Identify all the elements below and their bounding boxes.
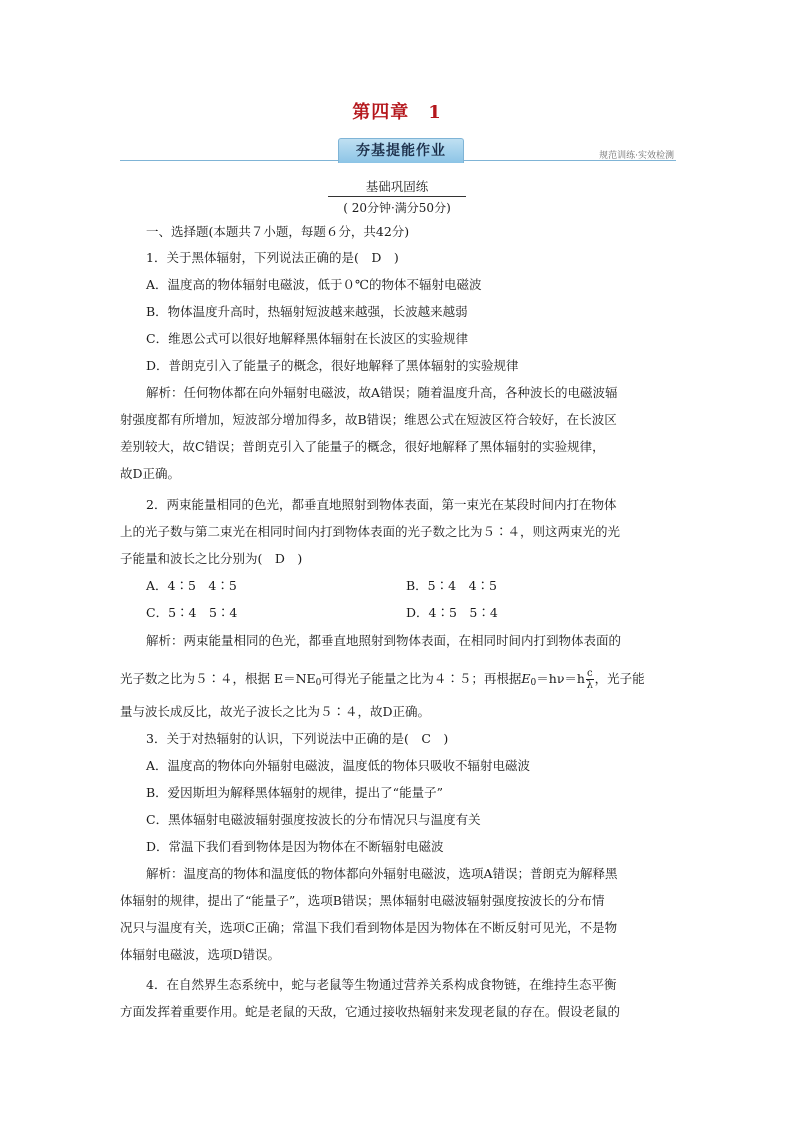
q1-analysis-line: 射强度都有所增加，短波部分增加得多，故B错误；维恩公式在短波区符合较好，在长波区 [120, 412, 617, 427]
q3-option-a: A．温度高的物体向外辐射电磁波，温度低的物体只吸收不辐射电磁波 [146, 758, 531, 773]
q2-analysis-formula-line [120, 668, 676, 691]
q2-stem-line: 子能量和波长之比分别为( D ) [120, 551, 303, 566]
q3-stem: 3．关于对热辐射的认识，下列说法中正确的是( C ) [146, 731, 449, 746]
q3-analysis-line: 体辐射电磁波，选项D错误。 [120, 947, 281, 962]
fraction-numerator: c [586, 668, 593, 679]
section-meta: ( 20分钟·满分50分) [343, 201, 451, 215]
energy-symbol: E [521, 671, 531, 686]
fraction-denominator: λ [586, 680, 593, 691]
q3-option-b: B．爱因斯坦为解释黑体辐射的规律，提出了“能量子” [146, 785, 443, 800]
analysis-text: 可得光子能量之比为４∶５；再根据 [321, 671, 522, 686]
q2-option-a: A．4∶5 4∶5 [146, 578, 237, 593]
q4-stem-line: 4．在自然界生态系统中，蛇与老鼠等生物通过营养关系构成食物链，在维持生态平衡 [146, 977, 617, 992]
q1-analysis-line: 差别较大，故C错误；普朗克引入了能量子的概念，很好地解释了黑体辐射的实验规律， [120, 439, 605, 454]
q2-analysis-line: 量与波长成反比，故光子波长之比为５∶４，故D正确。 [120, 704, 431, 719]
q4-stem-line: 方面发挥着重要作用。蛇是老鼠的天敌，它通过接收热辐射来发现老鼠的存在。假设老鼠的 [120, 1004, 621, 1019]
subscript: 0 [315, 678, 322, 688]
q2-stem-line: 2．两束能量相同的色光，都垂直地照射到物体表面，第一束光在某段时间内打在物体 [146, 497, 617, 512]
q3-analysis-line: 况只与温度有关，选项C正确；常温下我们看到物体是因为物体在不断反射可见光，不是物 [120, 920, 618, 935]
formula-equals: ＝hν＝h [536, 671, 585, 686]
q1-option-c: C．维恩公式可以很好地解释黑体辐射在长波区的实验规律 [146, 331, 469, 346]
q1-option-a: A．温度高的物体辐射电磁波，低于０℃的物体不辐射电磁波 [146, 277, 482, 292]
q1-analysis-line: 解析：任何物体都在向外辐射电磁波，故A错误；随着温度升高，各种波长的电磁波辐 [146, 385, 618, 400]
q2-option-d: D．4∶5 5∶4 [406, 605, 498, 620]
q1-analysis-line: 故D正确。 [120, 466, 181, 481]
analysis-text: ，光子能 [594, 671, 645, 686]
q2-analysis-line: 解析：两束能量相同的色光，都垂直地照射到物体表面，在相同时间内打到物体表面的 [146, 633, 622, 648]
fraction [586, 668, 594, 691]
q2-stem-line: 上的光子数与第二束光在相同时间内打到物体表面的光子数之比为５∶４，则这两束光的光 [120, 524, 621, 539]
section-rule [328, 196, 466, 197]
subscript: 0 [530, 678, 537, 688]
q1-option-d: D．普朗克引入了能量子的概念，很好地解释了黑体辐射的实验规律 [146, 358, 519, 373]
chapter-title: 第四章 1 [352, 102, 442, 123]
q1-stem: 1．关于黑体辐射，下列说法正确的是( D ) [146, 250, 399, 265]
analysis-text: 光子数之比为５∶４，根据 E＝NE [120, 671, 316, 686]
part-heading: 一、选择题(本题共７小题，每题６分，共42分) [146, 224, 410, 239]
q2-option-b: B．5∶4 4∶5 [406, 578, 497, 593]
banner-slogan: 规范训练·实效检测 [599, 151, 674, 161]
q3-option-d: D．常温下我们看到物体是因为物体在不断辐射电磁波 [146, 839, 444, 854]
q3-option-c: C．黑体辐射电磁波辐射强度按波长的分布情况只与温度有关 [146, 812, 481, 827]
q2-option-c: C．5∶4 5∶4 [146, 605, 238, 620]
q3-analysis-line: 解析：温度高的物体和温度低的物体都向外辐射电磁波，选项A错误；普朗克为解释黑 [146, 866, 618, 881]
q1-option-b: B．物体温度升高时，热辐射短波越来越强，长波越来越弱 [146, 304, 468, 319]
assignment-banner: 夯基提能作业 [338, 138, 464, 163]
section-title: 基础巩固练 [365, 179, 429, 194]
q3-analysis-line: 体辐射的规律，提出了“能量子”，选项B错误；黑体辐射电磁波辐射强度按波长的分布情 [120, 893, 605, 908]
